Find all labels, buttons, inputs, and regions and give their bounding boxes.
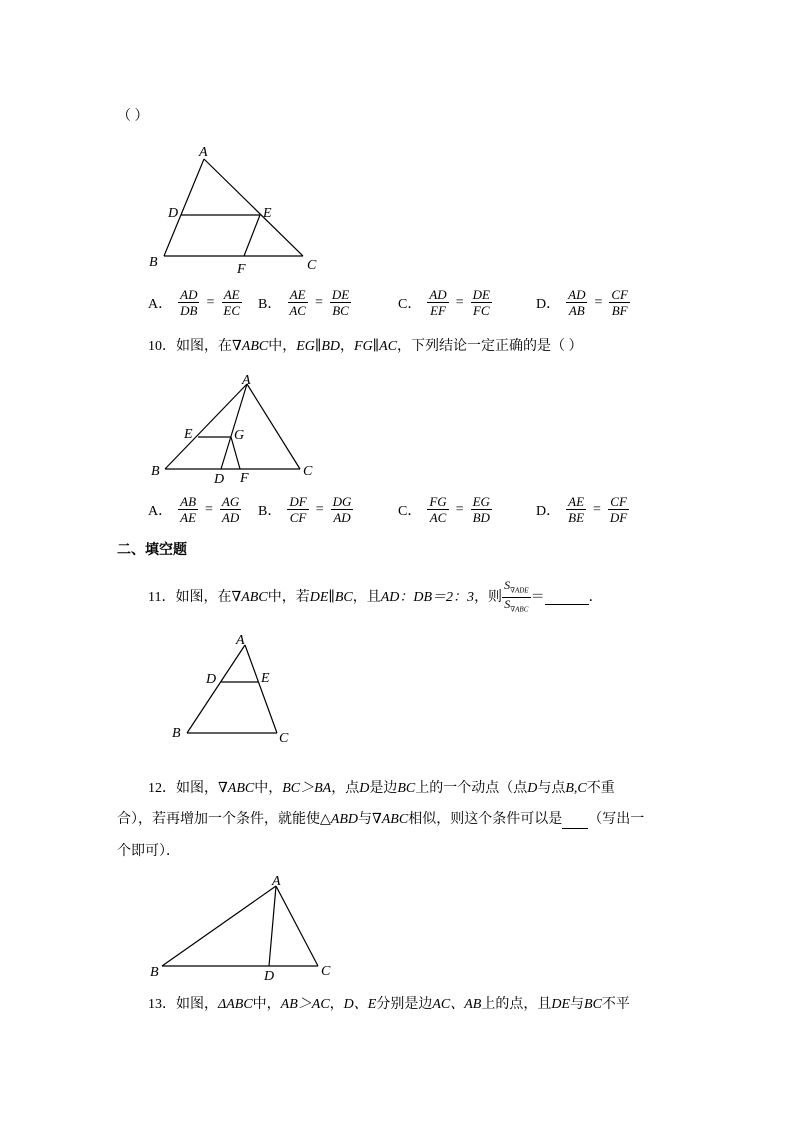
q11-area-ratio: $\frac{S_{\nabla ADE}}{S_{\nabla ABC}}$ xyxy=(504,578,529,614)
q12-stem-line3: 个即可）． xyxy=(117,844,180,859)
q9-option-d[interactable]: D． $\frac{AD}{AB}$ = $\frac{CF}{BF}$ xyxy=(536,287,628,318)
q11-answer-blank[interactable] xyxy=(545,590,589,605)
q10-label-g: G xyxy=(234,428,245,443)
q10-option-c[interactable]: C． $\frac{FG}{AC}$ = $\frac{EG}{BD}$ xyxy=(398,494,490,525)
q12-label-b: B xyxy=(150,965,159,980)
q11-side-ab xyxy=(187,645,245,733)
q9-side-ac xyxy=(204,159,303,256)
q12-label-c: C xyxy=(321,964,331,979)
q9-option-b[interactable]: B． $\frac{AE}{AC}$ = $\frac{DE}{BC}$ xyxy=(258,287,350,318)
q10-label-c: C xyxy=(303,464,313,479)
q10-label-f: F xyxy=(240,471,249,486)
q11-figure xyxy=(165,625,300,750)
q12-side-ac xyxy=(276,886,318,966)
q10-stem: 10．如图，在∇ABC中，EG∥BD，FG∥AC，下列结论一定正确的是（ ） xyxy=(148,339,583,354)
q11-label-e: E xyxy=(261,671,270,686)
q10-figure xyxy=(140,368,330,488)
q12-answer-blank[interactable] xyxy=(562,814,588,829)
q9-label-c: C xyxy=(307,258,317,273)
q9-option-a[interactable]: A． $\frac{AD}{DB}$ = $\frac{AE}{EC}$ xyxy=(148,287,240,318)
q11-stem: 11．如图，在 ∇ABC 中，若 DE∥BC ，且 AD：DB＝2：3 ，则 $\frac{S_{\nabla ADE}}{S_{\nabla ABC}}$ ＝ ． xyxy=(148,579,603,617)
q12-side-ab xyxy=(162,886,276,966)
q9-label-e: E xyxy=(263,206,272,221)
q12-label-a: A xyxy=(272,874,281,889)
q12-figure xyxy=(140,866,340,988)
q9-label-f: F xyxy=(237,262,246,277)
q12-stem-line2: 合），若再增加一个条件，就能使△ABD与∇ABC相似，则这个条件可以是 （写出一 xyxy=(117,812,645,827)
q10-option-b[interactable]: B． $\frac{DF}{CF}$ = $\frac{DG}{AD}$ xyxy=(258,494,352,525)
q10-side-ac xyxy=(247,384,300,469)
q10-side-ab xyxy=(165,384,247,469)
q11-label-b: B xyxy=(172,726,181,741)
q13-stem: 13．如图，ΔABC中，AB＞AC，D、E分别是边AC、AB上的点，且DE与BC不平 xyxy=(148,997,630,1012)
q10-option-a[interactable]: A． $\frac{AB}{AE}$ = $\frac{AG}{AD}$ xyxy=(148,494,240,525)
q9-label-b: B xyxy=(149,255,158,270)
q11-label-a: A xyxy=(236,633,245,648)
q10-label-e: E xyxy=(184,427,193,442)
q12-label-d: D xyxy=(264,969,275,984)
q11-side-ac xyxy=(245,645,277,733)
q9-answer-paren: （ ） xyxy=(117,109,149,124)
q12-segment-ad xyxy=(269,886,276,966)
q10-label-a: A xyxy=(242,373,251,388)
q11-label-d: D xyxy=(206,672,217,687)
q10-option-d[interactable]: D． $\frac{AE}{BE}$ = $\frac{CF}{DF}$ xyxy=(536,494,628,525)
q9-option-c[interactable]: C． $\frac{AD}{EF}$ = $\frac{DE}{FC}$ xyxy=(398,287,490,318)
q9-segment-ef xyxy=(244,215,260,256)
q10-label-d: D xyxy=(214,472,225,487)
section-title-fill-in: 二、填空题 xyxy=(117,542,187,558)
q9-label-a: A xyxy=(199,145,208,160)
q12-stem-line1: 12．如图，∇ABC中，BC＞BA，点D是边BC上的一个动点（点D与点B,C不重 xyxy=(148,781,615,796)
q9-label-d: D xyxy=(168,206,179,221)
q10-label-b: B xyxy=(151,464,160,479)
q11-label-c: C xyxy=(279,731,289,746)
q9-figure xyxy=(140,138,330,278)
